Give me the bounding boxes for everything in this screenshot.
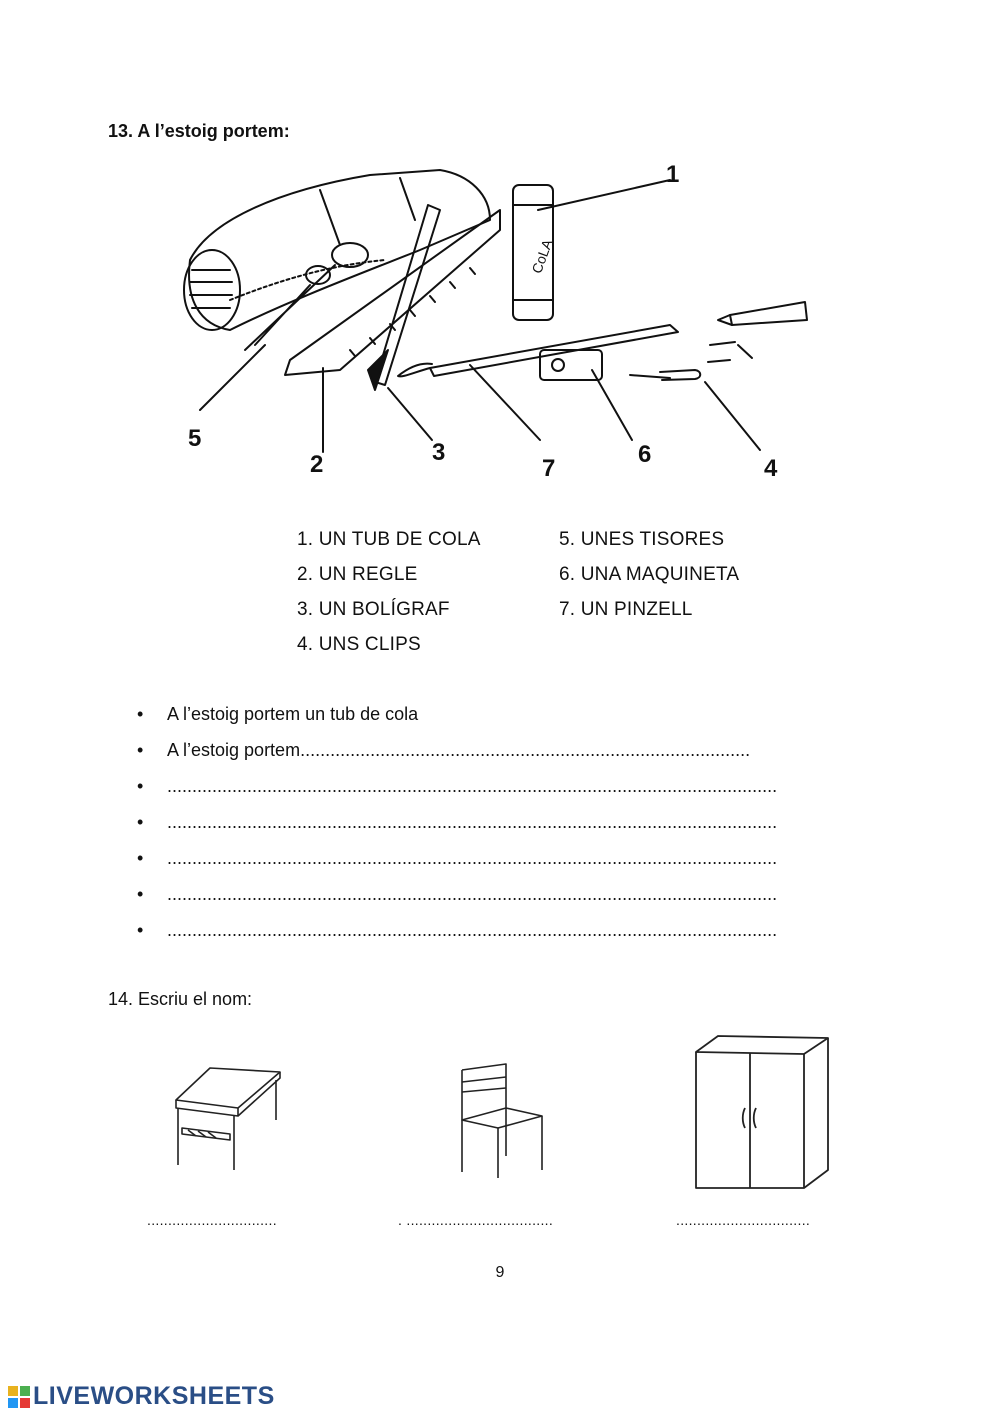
vocab-item-7: 7. UN PINZELL — [559, 599, 693, 620]
exercise-13-title: 13. A l’estoig portem: — [108, 121, 290, 141]
vocab-item-2: 2. UN REGLE — [297, 564, 418, 585]
sentence-answer-line[interactable]: .......................................................................................................................... — [167, 848, 778, 868]
ruler-drawing — [285, 210, 500, 375]
brand-name: LIVEWORKSHEETS — [33, 1382, 275, 1410]
sentence-answer-line[interactable]: .......................................................................................................................... — [167, 776, 778, 796]
page-number: 9 — [495, 1264, 505, 1281]
bullet: • — [137, 704, 144, 724]
bullet: • — [137, 884, 144, 904]
vocab-item-4: 4. UNS CLIPS — [297, 634, 421, 655]
glue-stick-label: CoLA — [528, 237, 556, 276]
answer-line-table[interactable]: ............................... — [147, 1212, 277, 1228]
table-drawing — [168, 1060, 286, 1172]
callout-1: 1 — [666, 161, 680, 188]
sentence-example: A l’estoig portem un tub de cola — [167, 704, 419, 724]
sentence-answer-line[interactable]: A l’estoig portem.......................................................................................... — [167, 740, 751, 760]
sentence-row-4 — [137, 812, 877, 838]
bullet: • — [137, 920, 144, 940]
sentence-row-1 — [137, 704, 877, 730]
liveworksheets-logo-icon — [8, 1386, 30, 1408]
callout-7: 7 — [542, 455, 556, 482]
wardrobe-drawing — [690, 1030, 840, 1195]
chair-drawing — [456, 1060, 548, 1180]
exercise-14-title: 14. Escriu el nom: — [108, 989, 253, 1009]
bullet: • — [137, 740, 144, 760]
sentence-row-3 — [137, 776, 877, 802]
callout-6: 6 — [638, 441, 652, 468]
vocab-item-1: 1. UN TUB DE COLA — [297, 529, 481, 550]
bullet: • — [137, 812, 144, 832]
answer-line-wardrobe[interactable]: ................................ — [676, 1212, 811, 1228]
sentence-answer-line[interactable]: .......................................................................................................................... — [167, 812, 778, 832]
bullet: • — [137, 776, 144, 796]
school-supplies-illustration — [170, 150, 820, 490]
answer-line-chair[interactable]: . ................................... — [398, 1212, 554, 1228]
bullet: • — [137, 848, 144, 868]
callout-2: 2 — [310, 451, 324, 478]
liveworksheets-brand[interactable] — [8, 1382, 275, 1411]
sentence-row-6 — [137, 884, 877, 910]
callout-5: 5 — [188, 425, 202, 452]
vocab-item-3: 3. UN BOLÍGRAF — [297, 599, 450, 620]
clips-drawing — [630, 342, 752, 380]
scissors-drawing — [332, 243, 368, 267]
callout-4: 4 — [764, 455, 778, 482]
sentence-row-2 — [137, 740, 877, 766]
vocab-item-6: 6. UNA MAQUINETA — [559, 564, 740, 585]
sentence-row-5 — [137, 848, 877, 874]
sentence-answer-line[interactable]: .......................................................................................................................... — [167, 920, 778, 940]
vocab-item-5: 5. UNES TISORES — [559, 529, 725, 550]
sentence-answer-line[interactable]: .......................................................................................................................... — [167, 884, 778, 904]
callout-3: 3 — [432, 439, 446, 466]
pencil-drawing — [730, 302, 807, 325]
sentence-row-7 — [137, 920, 877, 946]
